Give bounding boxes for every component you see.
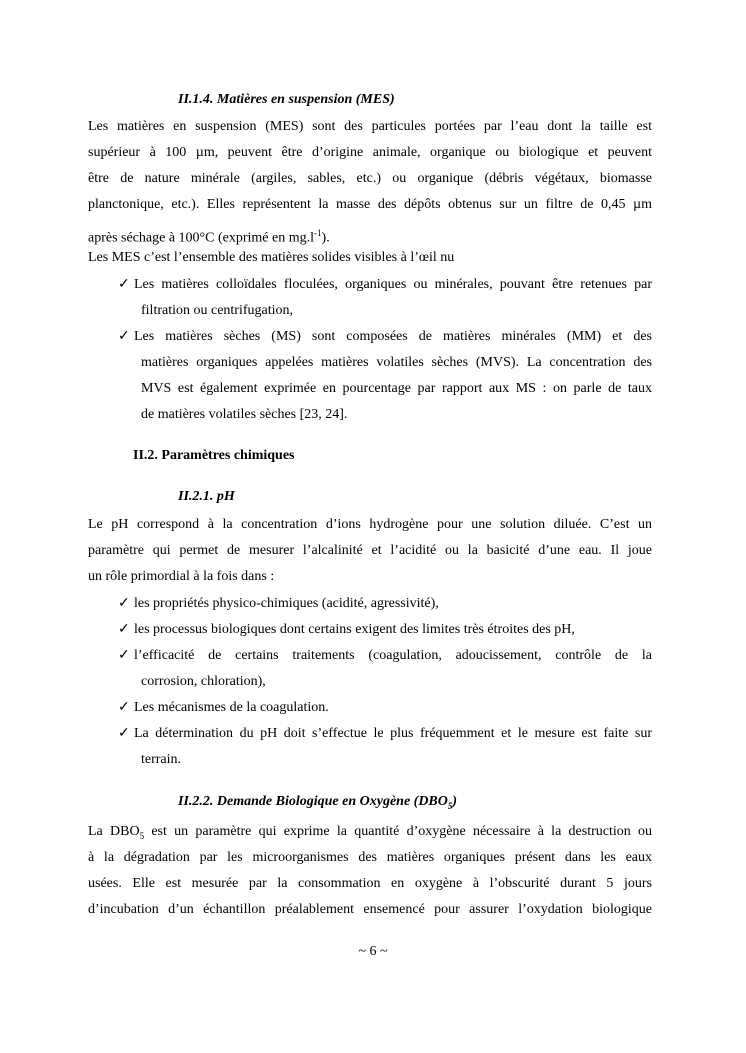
section-heading-ph: II.2.1. pH (178, 489, 235, 504)
section-heading-dbo5: II.2.2. Demande Biologique en Oxygène $(DBO_5)$ (178, 794, 458, 811)
check-icon: ✓ (118, 622, 130, 637)
mes-intro-line: Les MES c’est l’ensemble des matières solides visibles à l’œil nu (88, 250, 455, 265)
list-item-continuation: de matières volatiles sèches [23, 24]. (141, 407, 348, 422)
ph-paragraph-line: Le pH correspond à la concentration d’ions hydrogène pour une solution diluée. C’est un (88, 517, 652, 532)
check-icon: ✓ (118, 726, 130, 741)
mes-paragraph-line: supérieur à 100 µm, peuvent être d’origine animale, organique ou biologique et peuvent (88, 145, 652, 160)
list-item: ✓ Les mécanismes de la coagulation. (118, 700, 329, 715)
mes-paragraph-line: Les matières en suspension (MES) sont des particules portées par l’eau dont la taille est (88, 119, 652, 134)
dbo-paragraph-line: usées. Elle est mesurée par la consommation en oxygène à l’obscurité durant 5 jours (88, 876, 652, 891)
list-item: ✓ La détermination du pH doit s’effectue le plus fréquemment et le mesure est faite sur (118, 726, 652, 741)
check-icon: ✓ (118, 648, 130, 663)
check-icon: ✓ (118, 700, 130, 715)
check-icon: ✓ (118, 596, 130, 611)
list-item-continuation: corrosion, chloration), (141, 674, 266, 689)
list-item: ✓ Les matières sèches (MS) sont composées de matières minérales (MM) et des (118, 329, 652, 344)
mes-paragraph-line: après séchage à 100°C (exprimé en $mg.l^{-1}$). (88, 228, 330, 246)
list-item: ✓ les processus biologiques dont certains exigent des limites très étroites des pH, (118, 622, 575, 637)
mes-paragraph-line: planctonique, etc.). Elles représentent la masse des dépôts obtenus sur un filtre de 0,45 µm (88, 197, 652, 212)
list-item-continuation: MVS est également exprimée en pourcentage par rapport aux MS : on parle de taux (141, 381, 652, 396)
section-heading-mes: II.1.4. Matières en suspension (MES) (178, 92, 395, 107)
list-item: ✓ Les matières colloïdales floculées, organiques ou minérales, pouvant être retenues par (118, 277, 652, 292)
ph-paragraph-line: un rôle primordial à la fois dans : (88, 569, 275, 584)
check-icon: ✓ (118, 277, 130, 292)
dbo-paragraph-line: d’incubation d’un échantillon préalablement ensemencé pour assurer l’oxydation biologique (88, 902, 652, 917)
list-item-continuation: filtration ou centrifugation, (141, 303, 294, 318)
list-item-continuation: terrain. (141, 752, 182, 767)
page-number: ~ 6 ~ (358, 944, 388, 959)
list-item-continuation: matières organiques appelées matières volatiles sèches (MVS). La concentration des (141, 355, 652, 370)
dbo-paragraph-line: à la dégradation par les microorganismes des matières organiques présent dans les eaux (88, 850, 652, 865)
dbo-paragraph-line: La $DBO_5$ est un paramètre qui exprime la quantité d’oxygène nécessaire à la destruction ou (88, 824, 653, 841)
list-item: ✓ l’efficacité de certains traitements (coagulation, adoucissement, contrôle de la (118, 648, 652, 663)
section-heading-chemical: II.2. Paramètres chimiques (133, 448, 295, 463)
check-icon: ✓ (118, 329, 130, 344)
mes-paragraph-line: être de nature minérale (argiles, sables, etc.) ou organique (débris végétaux, biomasse (88, 171, 652, 186)
list-item: ✓ les propriétés physico-chimiques (acidité, agressivité), (118, 596, 439, 611)
ph-paragraph-line: paramètre qui permet de mesurer l’alcalinité et l’acidité ou la basicité d’une eau. Il joue (88, 543, 652, 558)
